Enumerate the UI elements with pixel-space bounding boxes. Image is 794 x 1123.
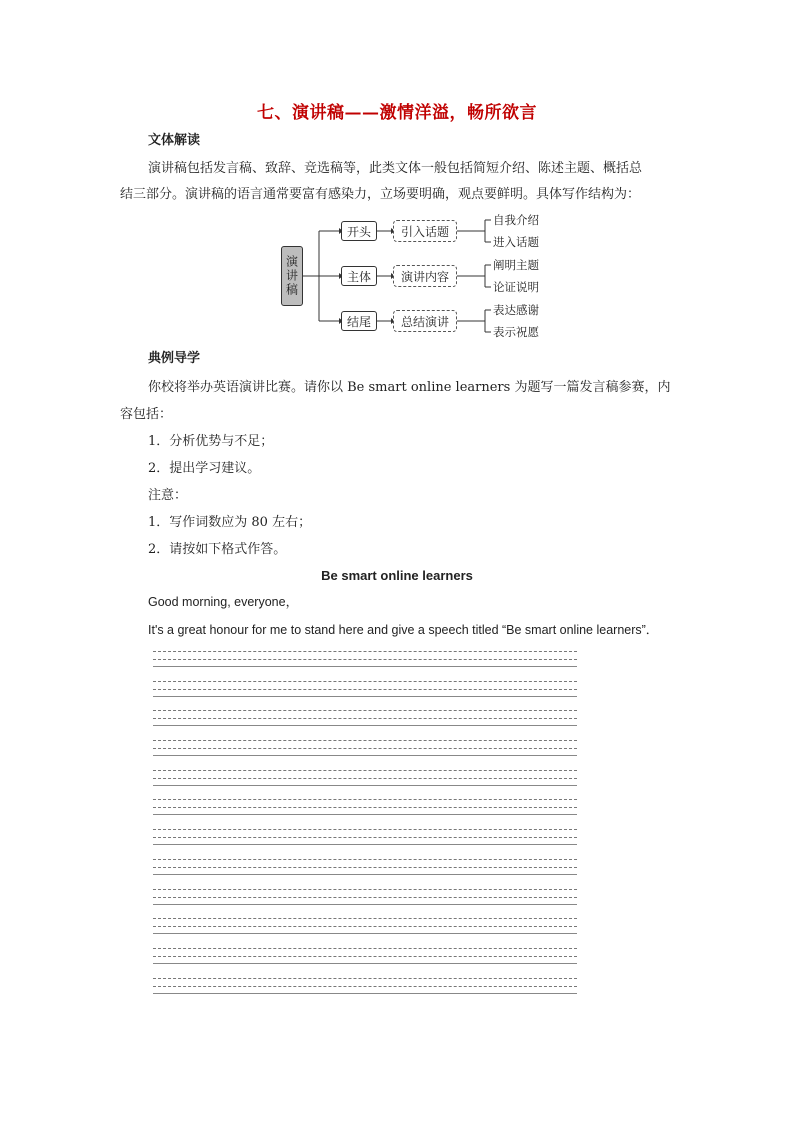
note-label: 注意：: [148, 488, 188, 503]
diagram-leaf: 阐明主题: [493, 258, 539, 272]
essay-title: Be smart online learners: [321, 568, 473, 583]
writing-line[interactable]: [153, 886, 577, 916]
writing-line[interactable]: [153, 678, 577, 708]
writing-line[interactable]: [153, 826, 577, 856]
diagram-node-body: 主体: [341, 266, 377, 286]
task-line2: 容包括：: [120, 407, 173, 422]
diagram-node-summarize: 总结演讲: [393, 310, 457, 332]
task-item: 1．分析优势与不足；: [148, 434, 274, 449]
diagram-leaf: 自我介绍: [493, 213, 539, 227]
diagram-node-speech-content: 演讲内容: [393, 265, 457, 287]
task-line1: 你校将举办英语演讲比赛。请你以 Be smart online learners 为题写一篇发言稿参赛，内: [148, 380, 671, 395]
writing-line[interactable]: [153, 707, 577, 737]
genre-paragraph-line2: 结三部分。演讲稿的语言通常要富有感染力，立场要明确，观点要鲜明。具体写作结构为：: [120, 187, 641, 202]
note-item: 1．写作词数应为 80 左右；: [148, 515, 312, 530]
essay-opening: It's a great honour for me to stand here and give a speech titled “Be smart online learners”．: [148, 623, 659, 637]
writing-line[interactable]: [153, 648, 577, 678]
essay-greeting: Good morning, everyone，: [148, 595, 299, 609]
task-item: 2．提出学习建议。: [148, 461, 261, 476]
writing-line[interactable]: [153, 975, 577, 1005]
diagram-leaf: 表示祝愿: [493, 325, 539, 339]
diagram-leaf: 表达感谢: [493, 303, 539, 317]
note-item: 2．请按如下格式作答。: [148, 542, 287, 557]
diagram-node-opening: 开头: [341, 221, 377, 241]
diagram-node-ending: 结尾: [341, 311, 377, 331]
writing-line[interactable]: [153, 796, 577, 826]
page-title: 七、演讲稿——激情洋溢，畅所欲言: [257, 103, 537, 123]
diagram-root-node: 演讲稿: [281, 246, 303, 306]
writing-line[interactable]: [153, 915, 577, 945]
structure-diagram: [279, 210, 549, 344]
writing-line[interactable]: [153, 945, 577, 975]
section-heading-example: 典例导学: [148, 351, 201, 366]
writing-line[interactable]: [153, 737, 577, 767]
diagram-node-introduce-topic: 引入话题: [393, 220, 457, 242]
genre-paragraph-line1: 演讲稿包括发言稿、致辞、竞选稿等，此类文体一般包括简短介绍、陈述主题、概括总: [148, 161, 643, 176]
diagram-leaf: 论证说明: [493, 280, 539, 294]
writing-line[interactable]: [153, 767, 577, 797]
diagram-leaf: 进入话题: [493, 235, 539, 249]
section-heading-genre: 文体解读: [148, 133, 201, 148]
writing-line[interactable]: [153, 856, 577, 886]
writing-area[interactable]: [153, 648, 577, 1004]
